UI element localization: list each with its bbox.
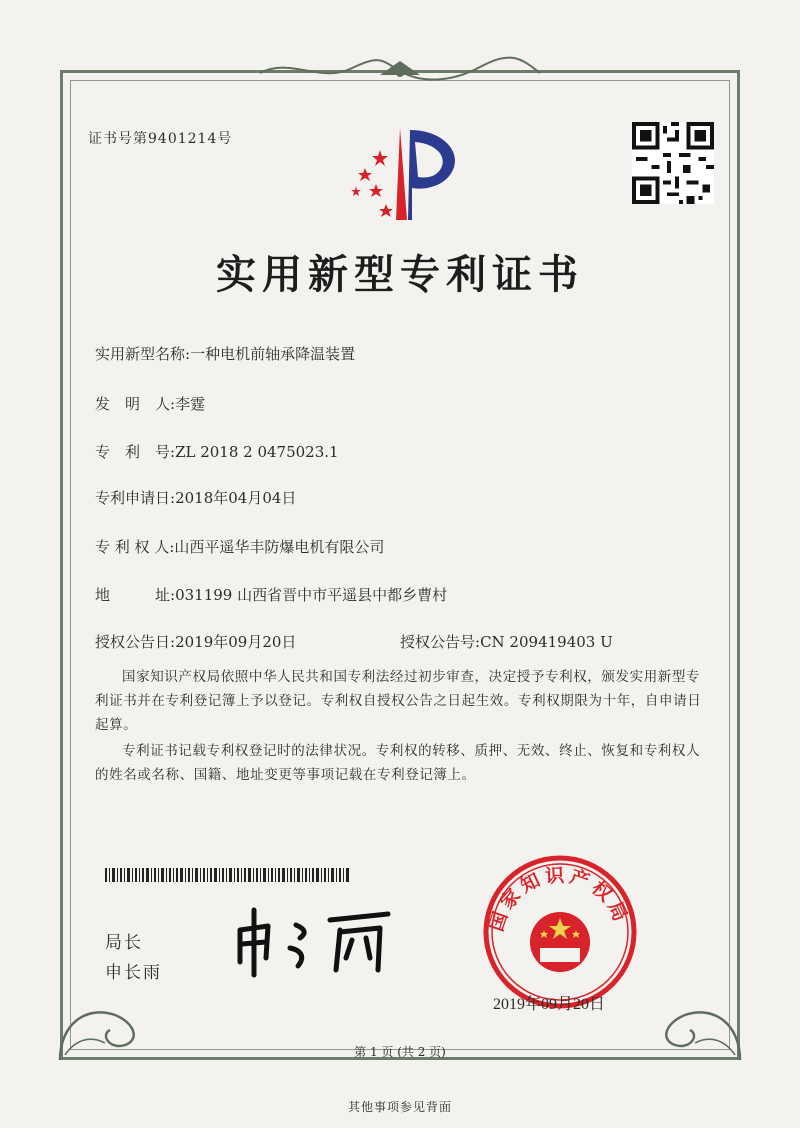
footer-note: 其他事项参见背面 — [347, 1100, 452, 1114]
field-patent-number — [95, 441, 339, 462]
field-announcement-number — [400, 631, 613, 652]
field-label: 地 址: — [95, 586, 176, 604]
svg-text:国家知识产权局: 国家知识产权局 — [485, 864, 633, 935]
barcode-icon — [105, 868, 350, 882]
field-value: 李霆 — [175, 395, 206, 413]
field-value: ZL 2018 2 0475023.1 — [175, 443, 339, 461]
cnipa-logo-icon — [340, 120, 470, 230]
qr-code-icon — [632, 122, 714, 204]
director-title: 局长 — [105, 933, 143, 953]
field-application-date — [95, 487, 296, 508]
certificate-number: 证书号第9401214号 — [88, 131, 233, 147]
field-inventor — [95, 393, 205, 414]
field-address — [95, 584, 447, 605]
page-number: 第 1 页 (共 2 页) — [354, 1045, 446, 1059]
field-patentee — [95, 536, 384, 557]
field-value: CN 209419403 U — [480, 633, 613, 651]
field-value: 2018年04月04日 — [175, 489, 297, 507]
director-name: 申长雨 — [105, 963, 162, 983]
field-label: 专利申请日: — [95, 489, 176, 507]
grant-statement-paragraph: 国家知识产权局依照中华人民共和国专利法经过初步审查，决定授予专利权，颁发实用新型专利证书并在专利登记簿上予以登记。专利权自授权公告之日起生效。专利权期限为十年，自申请日起算。 — [95, 669, 702, 733]
field-label: 专 利 权 人: — [95, 538, 175, 556]
field-label: 授权公告号: — [400, 633, 481, 651]
field-value: 一种电机前轴承降温装置 — [190, 345, 356, 363]
seal-date: 2019年09月20日 — [493, 996, 606, 1013]
field-label: 授权公告日: — [95, 633, 176, 651]
top-ornament-icon — [250, 55, 550, 85]
legal-status-paragraph: 专利证书记载专利权登记时的法律状况。专利权的转移、质押、无效、终止、恢复和专利权人的姓名或名称、国籍、地址变更等事项记载在专利登记簿上。 — [95, 743, 701, 783]
field-label: 发 明 人: — [95, 395, 176, 413]
certificate-title: 实用新型专利证书 — [216, 251, 584, 298]
field-label: 专 利 号: — [95, 443, 176, 461]
field-value: 山西平遥华丰防爆电机有限公司 — [174, 538, 385, 556]
signature-icon — [228, 900, 403, 980]
field-value: 031199 山西省晋中市平遥县中都乡曹村 — [175, 586, 448, 604]
field-label: 实用新型名称: — [95, 345, 191, 363]
official-seal-icon — [480, 852, 640, 1012]
field-utility-model-name — [95, 343, 355, 364]
field-announcement-date — [95, 631, 296, 652]
field-value: 2019年09月20日 — [175, 633, 297, 651]
